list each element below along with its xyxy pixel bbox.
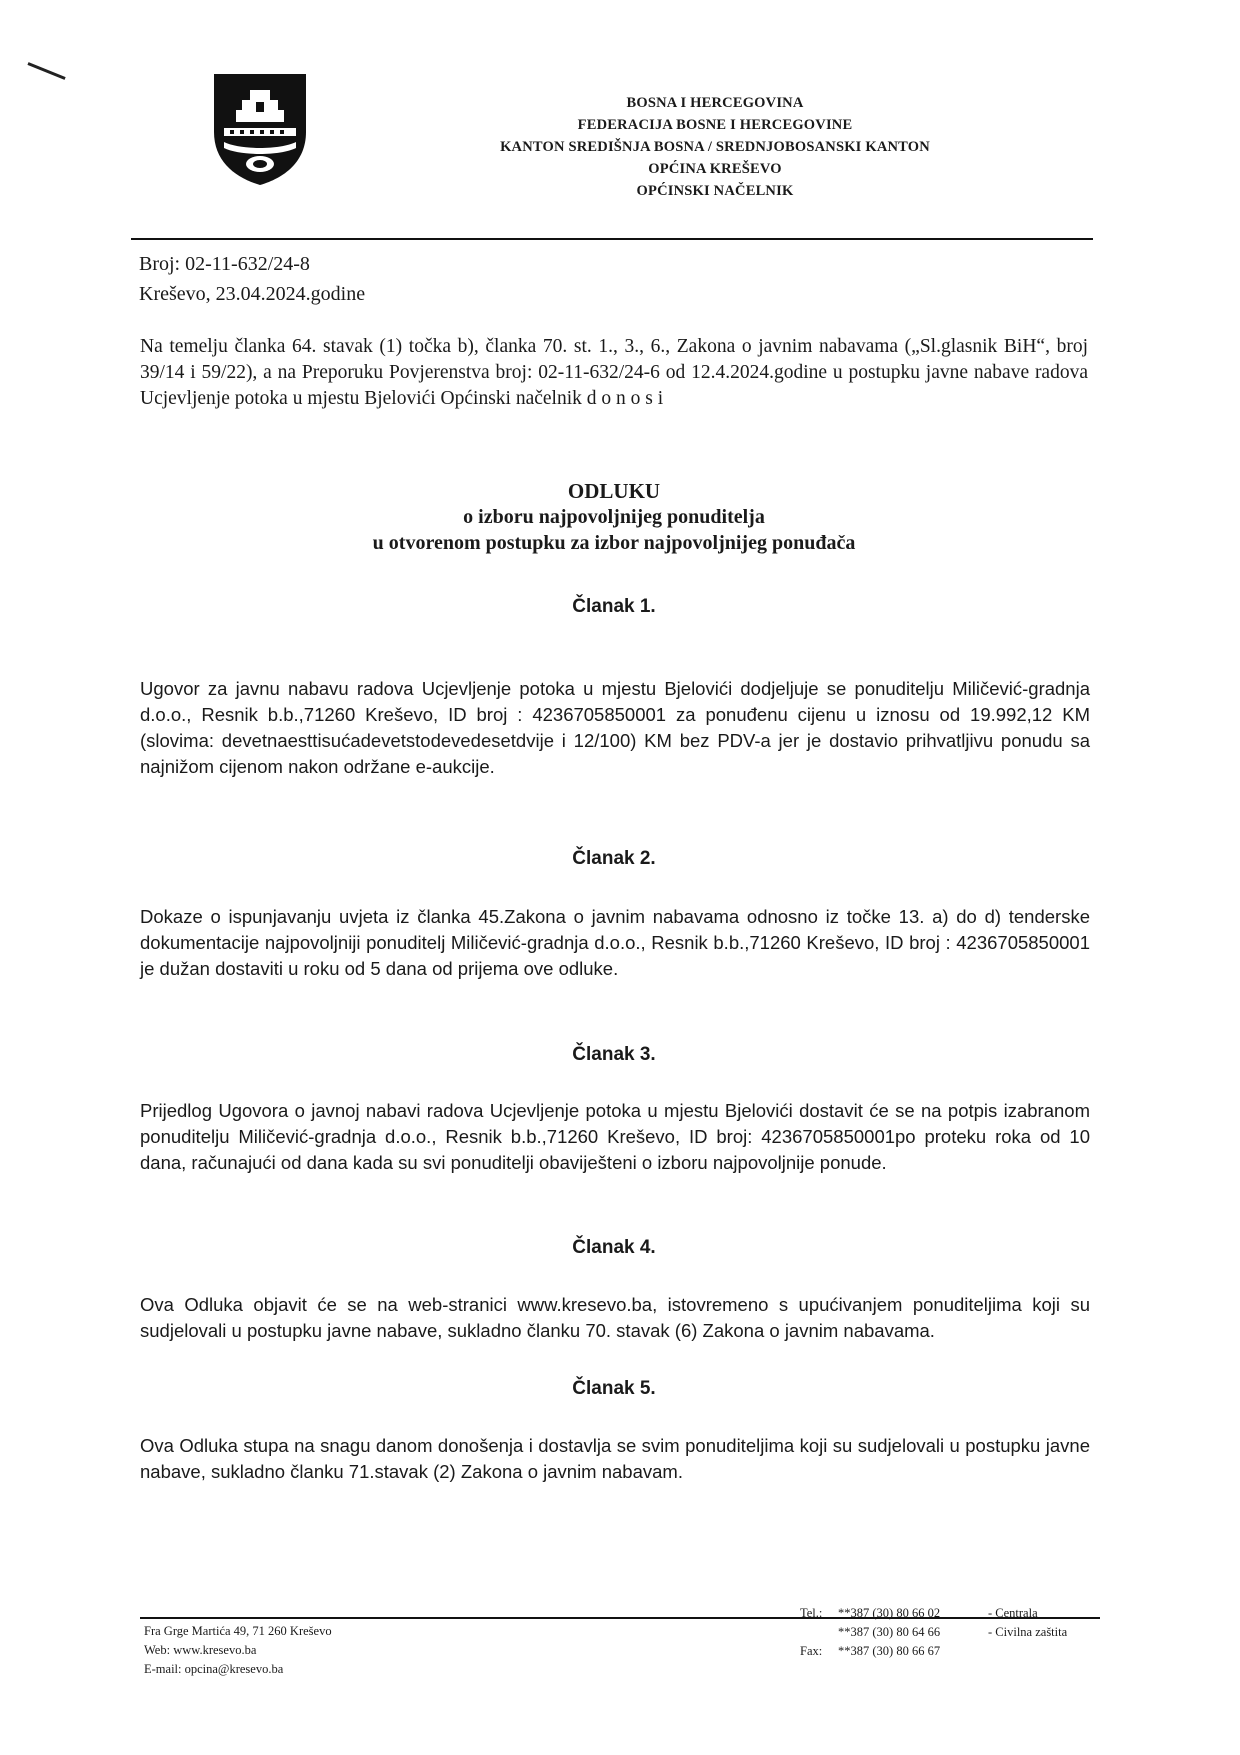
scan-pen-mark: [27, 62, 65, 80]
title-subline: u otvorenom postupku za izbor najpovoljnijeg ponuđača: [372, 532, 856, 554]
phone-row: [800, 1604, 1067, 1623]
phone-row: [800, 1623, 1067, 1642]
title-subline: o izboru najpovoljnijeg ponuditelja: [463, 506, 765, 528]
header-line: KANTON SREDIŠNJA BOSNA / SREDNJOBOSANSKI KANTON: [500, 139, 930, 155]
fax-label: Fax:: [800, 1644, 823, 1658]
header-line: OPĆINSKI NAČELNIK: [636, 183, 794, 199]
phone-description: - Civilna zaštita: [988, 1625, 1068, 1639]
article-heading: Članak 1.: [572, 596, 656, 617]
reference-block: [139, 249, 365, 309]
footer-web: Web: www.kresevo.ba: [144, 1643, 257, 1657]
article-text: Dokaze o ispunjavanju uvjeta iz članka 45.Zakona o javnim nabavama odnosno iz točke 13. a) do d) tenderske dokumentacije najpovoljniji ponuditelj Miličević-gradnja d.o.o., Resnik b.b.,71260 Kreševo, ID broj : 4236705850001 je dužan dostaviti u roku od 5 dana od prijema ove odluke.: [140, 906, 1090, 979]
article-text: Ova Odluka stupa na snagu danom donošenja i dostavlja se svim ponuditeljima koji su sudjelovali u postupku javne nabave, sukladno članku 71.stavak (2) Zakona o javnim nabavam.: [140, 1435, 1090, 1482]
intro-paragraph: Na temelju članka 64. stavak (1) točka b), članka 70. st. 1., 3., 6., Zakona o javnim nabavama („Sl.glasnik BiH“, broj 39/14 i 59/22), a na Preporuku Povjerenstva broj: 02-11-632/24-6 od 12.4.2024.godine u postupku javne nabave radova Ucjevljenje potoka u mjestu Bjelovići Općinski načelnik d o n o s i: [140, 336, 1088, 409]
header-line: BOSNA I HERCEGOVINA: [626, 95, 804, 111]
issuer-header: [450, 92, 980, 202]
article-text: Ugovor za javnu nabavu radova Ucjevljenje potoka u mjestu Bjelovići dodjeljuje se ponuditelju Miličević-gradnja d.o.o., Resnik b.b.,71260 Kreševo, ID broj : 4236705850001 za ponuđenu cijenu u iznosu od 19.992,12 KM (slovima: devetnaesttisućadevetstodevedesetdvije i 12/100) KM bez PDV-a jer je dostavio prihvatljivu ponudu sa najnižom cijenom nakon održane e-aukcije.: [140, 678, 1090, 777]
footer-contact-address: [144, 1622, 332, 1679]
article-heading: Članak 3.: [572, 1044, 656, 1065]
header-line: FEDERACIJA BOSNE I HERCEGOVINE: [577, 117, 853, 133]
header-divider: [131, 238, 1093, 240]
article-heading: Članak 2.: [572, 848, 656, 869]
article-heading: Članak 5.: [572, 1378, 656, 1399]
header-line: OPĆINA KREŠEVO: [648, 161, 782, 177]
article-text: Prijedlog Ugovora o javnoj nabavi radova Ucjevljenje potoka u mjestu Bjelovići dostavit će se na potpis izabranom ponuditelju Miličević-gradnja d.o.o., Resnik b.b.,71260 Kreševo, ID broj: 4236705850001po proteku roka od 10 dana, računajući od dana kada su svi ponuditelji obaviješteni o izboru najpovoljnije ponude.: [140, 1100, 1090, 1173]
decision-title: [140, 478, 1088, 556]
phone-number: **387 (30) 80 66 02: [838, 1606, 941, 1620]
phone-number: **387 (30) 80 64 66: [838, 1625, 941, 1639]
fax-number: **387 (30) 80 66 67: [838, 1644, 941, 1658]
article-text: Ova Odluka objavit će se na web-stranici www.kresevo.ba, istovremeno s upućivanjem ponuditeljima koji su sudjelovali u postupku javne nabave, sukladno članku 70. stavak (6) Zakona o javnim nabavama.: [140, 1294, 1090, 1341]
phone-description: - Centrala: [988, 1606, 1038, 1620]
article-heading: Članak 4.: [572, 1237, 656, 1258]
footer-email: E-mail: opcina@kresevo.ba: [144, 1662, 284, 1676]
footer-address: Fra Grge Martića 49, 71 260 Kreševo: [144, 1624, 332, 1638]
title-main: ODLUKU: [567, 479, 661, 503]
municipality-coat-of-arms-icon: [210, 70, 310, 188]
tel-label: Tel.:: [800, 1606, 823, 1620]
place-and-date: Kreševo, 23.04.2024.godine: [139, 283, 366, 305]
reference-number: Broj: 02-11-632/24-8: [139, 253, 310, 275]
fax-row: [800, 1642, 1067, 1661]
footer-contact-phones: [800, 1604, 1067, 1661]
